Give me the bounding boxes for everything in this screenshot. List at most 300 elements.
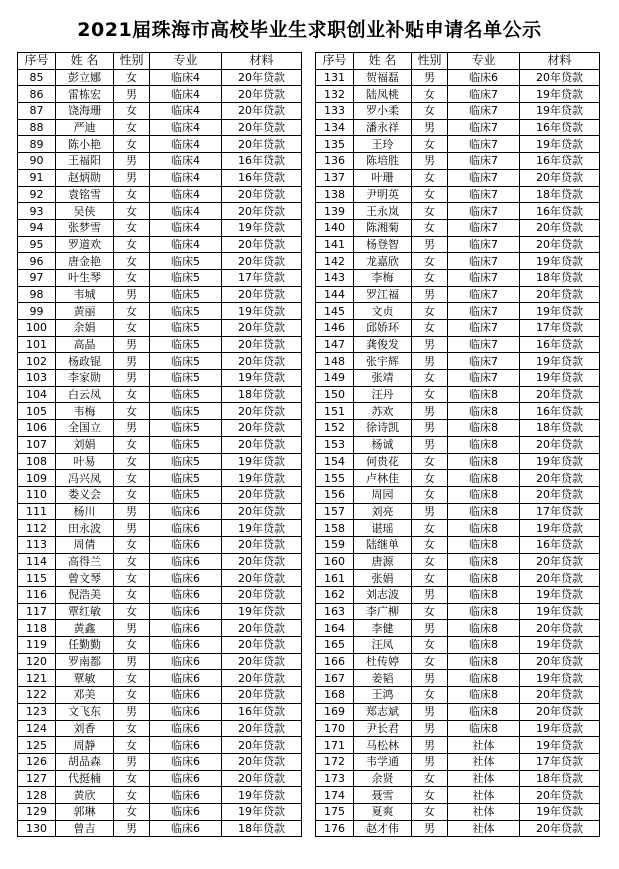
table-row	[316, 286, 600, 303]
cell-name: 苏欢	[354, 403, 412, 420]
cell-sex: 女	[412, 687, 448, 704]
cell-no: 153	[316, 436, 354, 453]
cell-name: 罗江福	[354, 286, 412, 303]
cell-sex: 女	[114, 770, 150, 787]
cell-no: 85	[18, 69, 56, 86]
header-major: 专业	[448, 53, 520, 70]
cell-major: 临床5	[150, 403, 222, 420]
cell-material: 20年贷款	[222, 136, 302, 153]
cell-major: 临床7	[448, 303, 520, 320]
cell-material: 19年贷款	[520, 103, 600, 120]
cell-sex: 女	[114, 136, 150, 153]
cell-name: 李家勋	[56, 370, 114, 387]
cell-major: 临床5	[150, 353, 222, 370]
cell-material: 18年贷款	[520, 420, 600, 437]
cell-major: 临床8	[448, 603, 520, 620]
table-row	[316, 269, 600, 286]
cell-major: 临床6	[150, 637, 222, 654]
cell-major: 临床6	[448, 69, 520, 86]
table-row	[18, 303, 302, 320]
cell-material: 19年贷款	[520, 136, 600, 153]
cell-no: 154	[316, 453, 354, 470]
cell-name: 刘亮	[354, 503, 412, 520]
cell-name: 张梦雪	[56, 219, 114, 236]
cell-sex: 女	[412, 553, 448, 570]
cell-no: 135	[316, 136, 354, 153]
table-row	[316, 420, 600, 437]
cell-name: 余贤	[354, 770, 412, 787]
cell-material: 18年贷款	[222, 820, 302, 837]
cell-name: 代挺楠	[56, 770, 114, 787]
cell-name: 唐金艳	[56, 253, 114, 270]
table-row	[316, 153, 600, 170]
cell-name: 郑志斌	[354, 703, 412, 720]
cell-major: 临床6	[150, 587, 222, 604]
table-row	[18, 470, 302, 487]
cell-major: 临床6	[150, 787, 222, 804]
cell-name: 高得兰	[56, 553, 114, 570]
cell-name: 饶海珊	[56, 103, 114, 120]
cell-material: 20年贷款	[222, 119, 302, 136]
table-row	[18, 370, 302, 387]
table-row	[316, 670, 600, 687]
cell-major: 临床7	[448, 353, 520, 370]
cell-material: 19年贷款	[222, 303, 302, 320]
cell-no: 175	[316, 803, 354, 820]
cell-name: 杨诚	[354, 436, 412, 453]
cell-material: 16年贷款	[520, 536, 600, 553]
cell-no: 166	[316, 653, 354, 670]
cell-name: 韦学通	[354, 753, 412, 770]
cell-no: 161	[316, 570, 354, 587]
cell-name: 覃红敏	[56, 603, 114, 620]
cell-major: 临床5	[150, 420, 222, 437]
cell-name: 郭琳	[56, 803, 114, 820]
table-row	[18, 219, 302, 236]
table-row	[18, 153, 302, 170]
table-row	[18, 720, 302, 737]
cell-material: 20年贷款	[520, 386, 600, 403]
cell-material: 20年贷款	[520, 436, 600, 453]
cell-name: 刘香	[56, 720, 114, 737]
header-material: 材料	[222, 53, 302, 70]
cell-no: 174	[316, 787, 354, 804]
cell-material: 16年贷款	[520, 119, 600, 136]
table-row	[18, 653, 302, 670]
cell-no: 125	[18, 737, 56, 754]
table-row	[316, 620, 600, 637]
table-row	[316, 336, 600, 353]
cell-material: 20年贷款	[222, 536, 302, 553]
cell-sex: 女	[412, 486, 448, 503]
header-name: 姓 名	[56, 53, 114, 70]
cell-no: 120	[18, 653, 56, 670]
cell-sex: 女	[114, 219, 150, 236]
cell-no: 92	[18, 186, 56, 203]
cell-sex: 女	[412, 169, 448, 186]
cell-sex: 男	[412, 286, 448, 303]
cell-material: 20年贷款	[520, 486, 600, 503]
table-header-row	[316, 53, 600, 70]
cell-no: 97	[18, 269, 56, 286]
cell-major: 临床8	[448, 503, 520, 520]
cell-material: 20年贷款	[520, 653, 600, 670]
table-row	[18, 553, 302, 570]
cell-no: 146	[316, 320, 354, 337]
cell-major: 临床7	[448, 219, 520, 236]
cell-sex: 女	[114, 637, 150, 654]
cell-major: 临床6	[150, 603, 222, 620]
cell-major: 临床7	[448, 136, 520, 153]
cell-sex: 女	[114, 386, 150, 403]
cell-material: 19年贷款	[222, 470, 302, 487]
cell-no: 107	[18, 436, 56, 453]
cell-no: 162	[316, 587, 354, 604]
cell-material: 20年贷款	[222, 737, 302, 754]
cell-no: 133	[316, 103, 354, 120]
cell-material: 20年贷款	[520, 687, 600, 704]
cell-name: 曾文琴	[56, 570, 114, 587]
cell-sex: 女	[114, 737, 150, 754]
table-row	[18, 637, 302, 654]
cell-material: 16年贷款	[222, 703, 302, 720]
cell-material: 19年贷款	[222, 453, 302, 470]
cell-material: 20年贷款	[222, 770, 302, 787]
cell-material: 20年贷款	[222, 720, 302, 737]
header-no: 序号	[18, 53, 56, 70]
table-row	[18, 570, 302, 587]
cell-major: 临床4	[150, 219, 222, 236]
cell-sex: 女	[114, 253, 150, 270]
cell-material: 18年贷款	[520, 770, 600, 787]
cell-no: 172	[316, 753, 354, 770]
table-row	[18, 620, 302, 637]
cell-name: 陈小艳	[56, 136, 114, 153]
cell-material: 20年贷款	[222, 186, 302, 203]
cell-no: 99	[18, 303, 56, 320]
cell-major: 临床6	[150, 770, 222, 787]
cell-material: 20年贷款	[222, 503, 302, 520]
cell-name: 赵才伟	[354, 820, 412, 837]
table-row	[18, 203, 302, 220]
table-row	[18, 103, 302, 120]
table-row	[18, 236, 302, 253]
cell-sex: 男	[114, 503, 150, 520]
cell-material: 20年贷款	[222, 286, 302, 303]
table-row	[316, 720, 600, 737]
cell-major: 临床4	[150, 153, 222, 170]
table-row	[316, 236, 600, 253]
table-row	[18, 69, 302, 86]
cell-material: 19年贷款	[520, 453, 600, 470]
cell-material: 19年贷款	[520, 353, 600, 370]
table-row	[316, 653, 600, 670]
cell-major: 临床8	[448, 587, 520, 604]
cell-no: 164	[316, 620, 354, 637]
cell-sex: 女	[114, 470, 150, 487]
cell-sex: 女	[114, 803, 150, 820]
cell-sex: 男	[412, 737, 448, 754]
cell-material: 20年贷款	[222, 236, 302, 253]
cell-name: 韦城	[56, 286, 114, 303]
cell-name: 文飞东	[56, 703, 114, 720]
cell-major: 临床6	[150, 687, 222, 704]
cell-major: 临床7	[448, 236, 520, 253]
cell-material: 18年贷款	[520, 186, 600, 203]
cell-no: 101	[18, 336, 56, 353]
cell-major: 临床8	[448, 536, 520, 553]
cell-major: 临床6	[150, 737, 222, 754]
cell-name: 杨登智	[354, 236, 412, 253]
cell-major: 社体	[448, 770, 520, 787]
cell-name: 李健	[354, 620, 412, 637]
table-row	[316, 703, 600, 720]
cell-name: 姜韬	[354, 670, 412, 687]
cell-major: 临床8	[448, 453, 520, 470]
cell-name: 文贞	[354, 303, 412, 320]
cell-no: 148	[316, 353, 354, 370]
cell-major: 临床4	[150, 203, 222, 220]
cell-material: 20年贷款	[222, 587, 302, 604]
cell-material: 17年贷款	[222, 269, 302, 286]
cell-material: 19年贷款	[222, 803, 302, 820]
cell-no: 143	[316, 269, 354, 286]
table-row	[18, 587, 302, 604]
cell-major: 临床6	[150, 753, 222, 770]
cell-no: 114	[18, 553, 56, 570]
cell-no: 102	[18, 353, 56, 370]
cell-major: 临床7	[448, 169, 520, 186]
table-row	[18, 403, 302, 420]
table-row	[316, 436, 600, 453]
cell-sex: 女	[412, 269, 448, 286]
table-row	[18, 503, 302, 520]
cell-material: 19年贷款	[520, 303, 600, 320]
cell-material: 20年贷款	[222, 486, 302, 503]
cell-sex: 女	[412, 803, 448, 820]
table-row	[316, 386, 600, 403]
cell-major: 临床6	[150, 553, 222, 570]
table-row	[316, 119, 600, 136]
cell-material: 18年贷款	[222, 386, 302, 403]
cell-name: 余娟	[56, 320, 114, 337]
cell-no: 117	[18, 603, 56, 620]
cell-major: 临床6	[150, 803, 222, 820]
table-row	[316, 403, 600, 420]
cell-major: 临床5	[150, 436, 222, 453]
table-row	[316, 219, 600, 236]
cell-name: 娄义会	[56, 486, 114, 503]
cell-major: 临床5	[150, 386, 222, 403]
cell-no: 137	[316, 169, 354, 186]
cell-major: 临床5	[150, 370, 222, 387]
cell-material: 20年贷款	[222, 570, 302, 587]
cell-name: 夏爽	[354, 803, 412, 820]
cell-sex: 男	[114, 86, 150, 103]
cell-sex: 女	[412, 637, 448, 654]
cell-major: 临床5	[150, 269, 222, 286]
cell-name: 马松林	[354, 737, 412, 754]
cell-sex: 女	[114, 303, 150, 320]
cell-sex: 女	[412, 303, 448, 320]
cell-sex: 男	[114, 370, 150, 387]
cell-major: 临床6	[150, 720, 222, 737]
cell-major: 临床8	[448, 436, 520, 453]
cell-major: 临床6	[150, 620, 222, 637]
cell-no: 96	[18, 253, 56, 270]
cell-name: 赵炳勋	[56, 169, 114, 186]
cell-sex: 女	[114, 570, 150, 587]
cell-material: 20年贷款	[222, 320, 302, 337]
cell-major: 临床5	[150, 303, 222, 320]
cell-sex: 男	[412, 153, 448, 170]
cell-major: 临床7	[448, 186, 520, 203]
cell-name: 全国立	[56, 420, 114, 437]
cell-no: 118	[18, 620, 56, 637]
cell-sex: 女	[412, 86, 448, 103]
cell-sex: 男	[114, 520, 150, 537]
cell-sex: 女	[412, 787, 448, 804]
table-row	[18, 536, 302, 553]
cell-sex: 男	[114, 703, 150, 720]
cell-no: 151	[316, 403, 354, 420]
cell-material: 20年贷款	[520, 787, 600, 804]
cell-name: 白云凤	[56, 386, 114, 403]
cell-sex: 男	[114, 286, 150, 303]
cell-no: 116	[18, 587, 56, 604]
table-row	[18, 86, 302, 103]
cell-material: 19年贷款	[222, 219, 302, 236]
cell-name: 覃敏	[56, 670, 114, 687]
cell-name: 邱娇环	[354, 320, 412, 337]
cell-material: 20年贷款	[222, 553, 302, 570]
cell-material: 20年贷款	[520, 570, 600, 587]
cell-sex: 女	[114, 553, 150, 570]
cell-sex: 男	[412, 587, 448, 604]
cell-sex: 女	[412, 320, 448, 337]
cell-no: 112	[18, 520, 56, 537]
cell-sex: 女	[412, 186, 448, 203]
table-row	[316, 203, 600, 220]
cell-material: 20年贷款	[520, 620, 600, 637]
cell-no: 94	[18, 219, 56, 236]
cell-no: 163	[316, 603, 354, 620]
cell-name: 陆凤桃	[354, 86, 412, 103]
cell-no: 108	[18, 453, 56, 470]
cell-major: 社体	[448, 753, 520, 770]
cell-material: 16年贷款	[520, 403, 600, 420]
cell-major: 临床5	[150, 453, 222, 470]
cell-major: 临床8	[448, 687, 520, 704]
cell-name: 杨川	[56, 503, 114, 520]
cell-no: 127	[18, 770, 56, 787]
cell-name: 袁铭雪	[56, 186, 114, 203]
cell-no: 140	[316, 219, 354, 236]
cell-no: 158	[316, 520, 354, 537]
table-row	[316, 587, 600, 604]
table-row	[316, 136, 600, 153]
cell-sex: 男	[114, 753, 150, 770]
cell-material: 19年贷款	[520, 803, 600, 820]
cell-name: 何贵花	[354, 453, 412, 470]
cell-name: 潘永祥	[354, 119, 412, 136]
cell-major: 临床4	[150, 103, 222, 120]
applicant-table-left	[17, 52, 302, 837]
table-row	[316, 69, 600, 86]
cell-name: 黄鑫	[56, 620, 114, 637]
cell-no: 134	[316, 119, 354, 136]
cell-major: 临床8	[448, 620, 520, 637]
cell-no: 91	[18, 169, 56, 186]
cell-no: 139	[316, 203, 354, 220]
cell-major: 临床5	[150, 286, 222, 303]
cell-major: 临床8	[448, 653, 520, 670]
table-row	[18, 520, 302, 537]
table-row	[316, 453, 600, 470]
cell-material: 20年贷款	[222, 69, 302, 86]
cell-material: 20年贷款	[222, 620, 302, 637]
header-sex: 性别	[412, 53, 448, 70]
cell-name: 罗小柔	[354, 103, 412, 120]
cell-no: 149	[316, 370, 354, 387]
cell-material: 20年贷款	[222, 653, 302, 670]
cell-no: 106	[18, 420, 56, 437]
table-row	[316, 637, 600, 654]
cell-name: 汪丹	[354, 386, 412, 403]
table-row	[316, 186, 600, 203]
cell-sex: 男	[412, 336, 448, 353]
table-row	[316, 820, 600, 837]
table-row	[18, 253, 302, 270]
cell-major: 临床6	[150, 503, 222, 520]
cell-major: 社体	[448, 787, 520, 804]
cell-name: 陈培胜	[354, 153, 412, 170]
cell-major: 临床6	[150, 536, 222, 553]
cell-major: 临床4	[150, 169, 222, 186]
cell-name: 龙嘉欣	[354, 253, 412, 270]
table-row	[316, 603, 600, 620]
cell-material: 17年贷款	[520, 753, 600, 770]
cell-sex: 女	[412, 370, 448, 387]
cell-material: 20年贷款	[520, 703, 600, 720]
cell-material: 20年贷款	[222, 637, 302, 654]
cell-material: 16年贷款	[520, 336, 600, 353]
cell-material: 20年贷款	[520, 470, 600, 487]
cell-name: 卢林佳	[354, 470, 412, 487]
cell-material: 19年贷款	[520, 720, 600, 737]
cell-major: 临床8	[448, 386, 520, 403]
cell-material: 20年贷款	[520, 236, 600, 253]
cell-sex: 男	[412, 670, 448, 687]
cell-major: 临床8	[448, 486, 520, 503]
cell-sex: 女	[412, 470, 448, 487]
cell-major: 临床6	[150, 820, 222, 837]
cell-major: 临床6	[150, 520, 222, 537]
cell-no: 88	[18, 119, 56, 136]
cell-major: 临床4	[150, 236, 222, 253]
cell-major: 临床5	[150, 486, 222, 503]
cell-no: 132	[316, 86, 354, 103]
cell-name: 黄欣	[56, 787, 114, 804]
cell-no: 90	[18, 153, 56, 170]
cell-sex: 女	[412, 520, 448, 537]
cell-name: 邓美	[56, 687, 114, 704]
cell-sex: 女	[412, 253, 448, 270]
cell-sex: 女	[114, 536, 150, 553]
cell-sex: 女	[114, 320, 150, 337]
cell-no: 169	[316, 703, 354, 720]
cell-no: 89	[18, 136, 56, 153]
